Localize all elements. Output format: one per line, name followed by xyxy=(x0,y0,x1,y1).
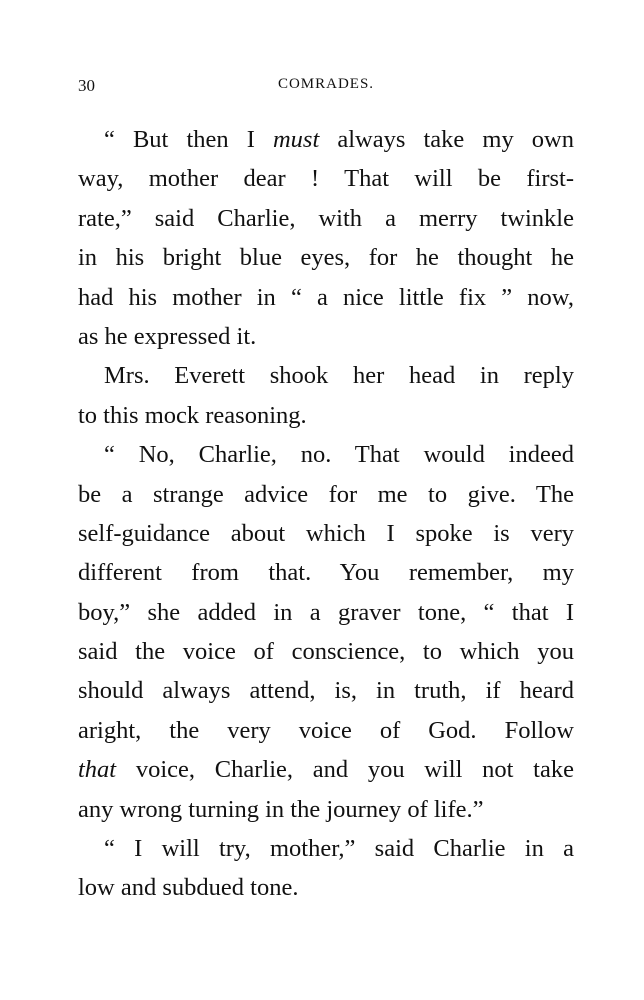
text-line: rate,” said Charlie, with a merry twinkle xyxy=(78,204,574,232)
page-number: 30 xyxy=(78,76,95,95)
text-line: boy,” she added in a graver tone, “ that I xyxy=(78,598,574,626)
italic-word: that xyxy=(78,756,117,784)
text-line: self-guidance about which I spoke is very xyxy=(78,519,574,547)
text-line: Mrs. Everett shook her head in reply xyxy=(104,362,574,390)
running-title: COMRADES. xyxy=(277,76,375,92)
text-line: any wrong turning in the journey of life.” xyxy=(78,795,484,823)
text-line: be a strange advice for me to give. The xyxy=(78,480,574,508)
text-line: had his mother in “ a nice little fix ” now, xyxy=(78,283,574,311)
text-line: way, mother dear ! That will be first- xyxy=(78,165,574,193)
text-line: aright, the very voice of God. Follow xyxy=(78,716,574,744)
text-line: that voice, Charlie, and you will not take xyxy=(78,756,574,784)
text-line: said the voice of conscience, to which you xyxy=(78,638,574,666)
text-line: “ No, Charlie, no. That would indeed xyxy=(104,441,574,469)
italic-word: must xyxy=(272,126,320,153)
text-line: should always attend, is, in truth, if heard xyxy=(78,677,574,705)
text-line: “ But then I must always take my own xyxy=(104,126,574,153)
page-body xyxy=(78,120,574,908)
text-line: different from that. You remember, my xyxy=(78,559,574,587)
text-line: as he expressed it. xyxy=(78,322,257,350)
text-line: “ I will try, mother,” said Charlie in a xyxy=(104,835,574,863)
text-line: low and subdued tone. xyxy=(78,874,299,902)
text-line: in his bright blue eyes, for he thought he xyxy=(78,244,574,272)
page-header xyxy=(78,76,574,100)
text-line: to this mock reasoning. xyxy=(78,401,307,429)
